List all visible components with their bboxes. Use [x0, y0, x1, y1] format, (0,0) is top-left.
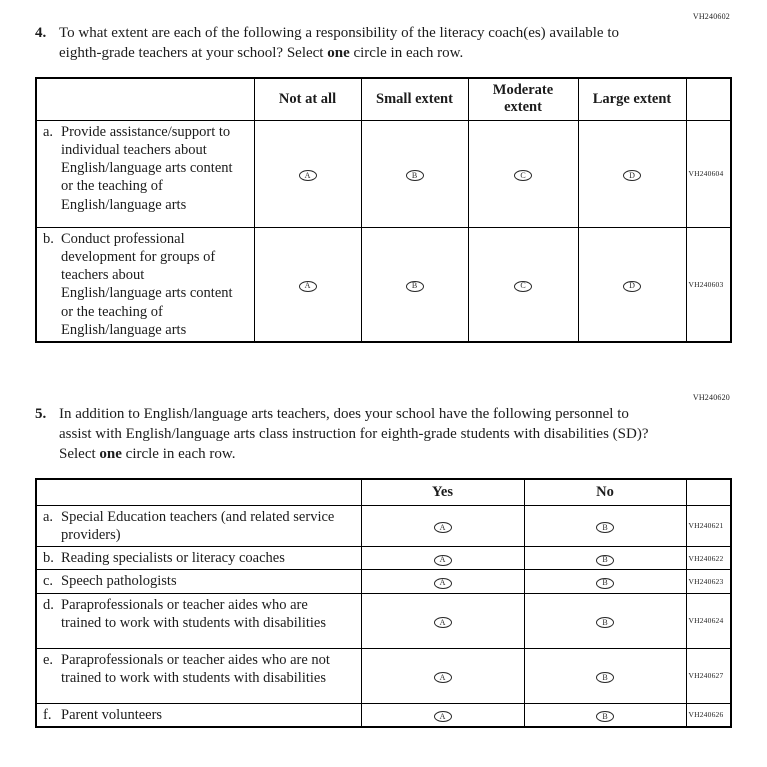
question-text — [35, 24, 730, 64]
option-cell — [254, 227, 361, 342]
row-text: Conduct professional development for groups of teachers about English/language arts content or the teaching of English/language arts — [61, 230, 233, 338]
question-text-after: circle in each row. — [349, 44, 464, 61]
column-header: Yes — [361, 479, 524, 505]
row-letter: d. — [43, 596, 54, 613]
column-header: Large extent — [578, 78, 686, 120]
option-cell — [468, 120, 578, 227]
answer-bubble[interactable]: B — [596, 578, 614, 589]
row-letter: e. — [43, 651, 54, 668]
question-body — [59, 24, 659, 64]
question-5-table — [35, 478, 732, 728]
row-text: Speech pathologists — [61, 573, 177, 590]
row-label-cell — [36, 505, 361, 547]
option-cell — [254, 120, 361, 227]
column-header: No — [524, 479, 686, 505]
answer-bubble[interactable]: A — [434, 555, 452, 566]
answer-bubble[interactable]: B — [596, 617, 614, 628]
question-number: 4. — [35, 25, 47, 41]
option-cell — [468, 227, 578, 342]
option-cell — [361, 505, 524, 547]
option-cell — [524, 547, 686, 570]
option-cell — [524, 505, 686, 547]
answer-bubble[interactable]: A — [434, 617, 452, 628]
row-code: VH240626 — [686, 703, 731, 727]
row-code: VH240627 — [686, 648, 731, 703]
answer-bubble[interactable]: C — [514, 170, 532, 181]
answer-bubble[interactable]: A — [299, 170, 317, 181]
option-cell — [524, 570, 686, 593]
question-text-bold: one — [99, 446, 122, 463]
empty-header-cell — [686, 479, 731, 505]
option-cell — [361, 227, 468, 342]
option-cell — [361, 648, 524, 703]
option-cell — [361, 703, 524, 727]
row-text: Parent volunteers — [61, 706, 163, 723]
option-cell — [361, 547, 524, 570]
row-label-cell — [36, 648, 361, 703]
table-row — [36, 648, 731, 703]
option-cell — [361, 120, 468, 227]
row-text: Paraprofessionals or teacher aides who are not trained to work with students with disabilities — [61, 651, 330, 686]
row-code: VH240623 — [686, 570, 731, 593]
row-text: Reading specialists or literacy coaches — [61, 550, 285, 567]
answer-bubble[interactable]: B — [596, 522, 614, 533]
column-header: Not at all — [254, 78, 361, 120]
table-row — [36, 227, 731, 342]
column-header: Moderate extent — [468, 78, 578, 120]
row-code: VH240604 — [686, 120, 731, 227]
option-cell — [361, 593, 524, 648]
row-letter: a. — [43, 508, 54, 525]
option-cell — [578, 227, 686, 342]
table-row — [36, 570, 731, 593]
row-label-cell — [36, 593, 361, 648]
answer-bubble[interactable]: D — [623, 281, 641, 292]
row-label-cell — [36, 570, 361, 593]
question-body — [59, 405, 659, 465]
question-text-before: To what extent are each of the following a responsibility of the literacy coach(es) available to eighth-grade teachers at your school? Select — [59, 25, 619, 61]
answer-bubble[interactable]: A — [299, 281, 317, 292]
row-letter: c. — [43, 573, 54, 590]
answer-bubble[interactable]: A — [434, 672, 452, 683]
answer-bubble[interactable]: B — [406, 170, 424, 181]
table-header-row — [36, 78, 731, 120]
answer-bubble[interactable]: B — [596, 711, 614, 722]
question-number: 5. — [35, 406, 47, 423]
row-text: Provide assistance/support to individual teachers about English/language arts content or the teaching of English/language arts — [61, 123, 233, 213]
row-letter: b. — [43, 230, 54, 247]
empty-header-cell — [36, 479, 361, 505]
option-cell — [524, 648, 686, 703]
question-code: VH240602 — [692, 12, 730, 21]
table-header-row — [36, 479, 731, 505]
option-cell — [524, 703, 686, 727]
option-cell — [578, 120, 686, 227]
question-text-bold: one — [327, 44, 350, 61]
answer-bubble[interactable]: A — [434, 711, 452, 722]
answer-bubble[interactable]: A — [434, 578, 452, 589]
empty-header-cell — [36, 78, 254, 120]
row-label-cell — [36, 120, 254, 227]
row-code: VH240621 — [686, 505, 731, 547]
row-code: VH240622 — [686, 547, 731, 570]
answer-bubble[interactable]: D — [623, 170, 641, 181]
question-code: VH240620 — [692, 393, 730, 403]
question-4-section — [35, 12, 730, 343]
table-row — [36, 547, 731, 570]
answer-bubble[interactable]: A — [434, 522, 452, 533]
row-letter: b. — [43, 550, 54, 567]
question-text-before: In addition to English/language arts teachers, does your school have the following personnel to assist with English/language arts class instruction for eighth-grade students with disabilities (SD)? Select — [59, 406, 649, 463]
row-text: Special Education teachers (and related service providers) — [61, 508, 335, 543]
row-label-cell — [36, 547, 361, 570]
answer-bubble[interactable]: C — [514, 281, 532, 292]
row-letter: f. — [43, 706, 52, 723]
row-label-cell — [36, 227, 254, 342]
row-text: Paraprofessionals or teacher aides who are trained to work with students with disabilities — [61, 596, 327, 631]
row-code: VH240624 — [686, 593, 731, 648]
question-text-after: circle in each row. — [121, 446, 236, 463]
table-row — [36, 505, 731, 547]
option-cell — [361, 570, 524, 593]
question-text — [35, 405, 730, 465]
option-cell — [524, 593, 686, 648]
question-5-section — [35, 393, 730, 728]
row-code: VH240603 — [686, 227, 731, 342]
table-row — [36, 120, 731, 227]
answer-bubble[interactable]: B — [596, 672, 614, 683]
row-letter: a. — [43, 123, 54, 140]
row-label-cell — [36, 703, 361, 727]
empty-header-cell — [686, 78, 731, 120]
table-row — [36, 593, 731, 648]
table-row — [36, 703, 731, 727]
question-4-table — [35, 77, 732, 343]
answer-bubble[interactable]: B — [406, 281, 424, 292]
answer-bubble[interactable]: B — [596, 555, 614, 566]
column-header: Small extent — [361, 78, 468, 120]
